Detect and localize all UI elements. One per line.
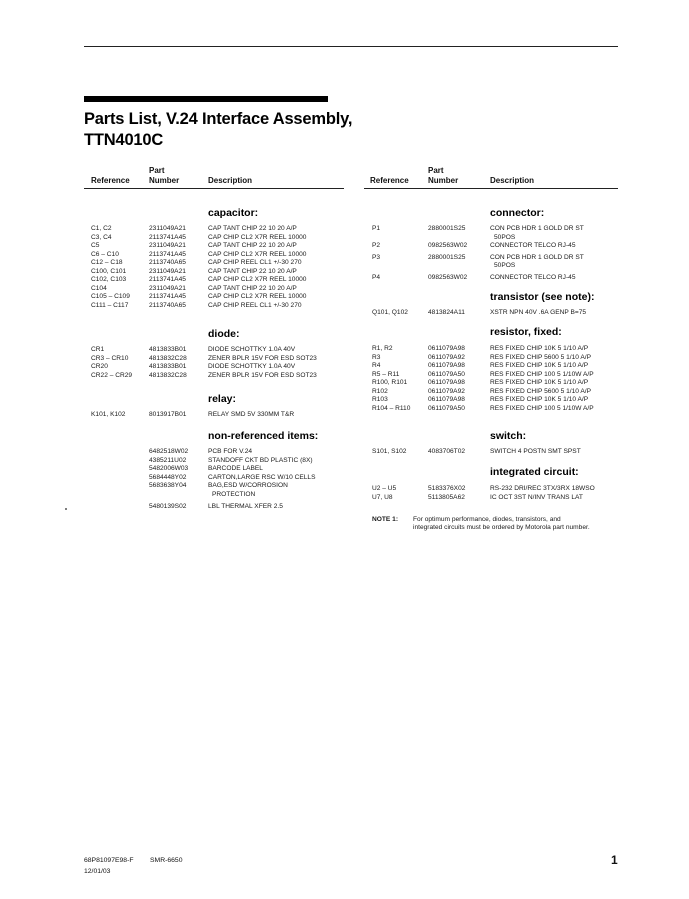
description-cell: CARTON,LARGE RSC W/10 CELLS: [208, 473, 316, 481]
part-number-cell: 2311049A21: [149, 284, 186, 292]
ref-cell: R1, R2: [372, 345, 393, 352]
ref-cell: P4: [372, 273, 381, 281]
description-cell: CAP CHIP REEL CL1 +/-30 270: [208, 259, 302, 266]
description-cell: CAP TANT CHIP 22 10 20 A/P: [208, 225, 297, 232]
ref-cell: R102: [372, 387, 388, 395]
part-number-cell: 5482006W03: [149, 465, 189, 472]
description-cell: PROTECTION: [212, 490, 256, 498]
description-cell: CAP TANT CHIP 22 10 20 A/P: [208, 242, 297, 249]
part-number-cell: 0611079A98: [428, 345, 465, 352]
section-title-capacitor: capacitor:: [208, 207, 259, 219]
description-cell: RES FIXED CHIP 10K 5 1/10 A/P: [490, 379, 589, 386]
ref-cell: CR3 – CR10: [91, 354, 129, 362]
ref-cell: Q101, Q102: [372, 309, 408, 316]
left-header-reference: Reference: [91, 176, 130, 185]
description-cell: RES FIXED CHIP 10K 5 1/10 A/P: [490, 362, 589, 369]
description-cell: ZENER BPLR 15V FOR ESD SOT23: [208, 354, 317, 362]
part-number-cell: 6482518W02: [149, 448, 189, 455]
section-title-transistor: transistor (see note):: [490, 291, 595, 303]
footer-smr: SMR-6650: [150, 857, 183, 864]
page-number: 1: [611, 853, 618, 867]
footer-date: 12/01/03: [84, 868, 111, 875]
section-title-integrated-circuit: integrated circuit:: [490, 466, 579, 478]
ref-cell: P2: [372, 242, 381, 249]
description-cell: RES FIXED CHIP 100 5 1/10W A/P: [490, 404, 594, 412]
description-cell: CON PCB HDR 1 GOLD DR ST: [490, 253, 584, 261]
ref-cell: R3: [372, 353, 381, 361]
ref-cell: C6 – C10: [91, 250, 119, 258]
part-number-cell: 4813824A11: [428, 309, 465, 316]
ref-cell: CR1: [91, 346, 105, 353]
part-number-cell: 2113741A45: [149, 233, 186, 241]
right-header-description: Description: [490, 176, 535, 185]
ref-cell: C5: [91, 242, 100, 249]
right-header-part: Part: [428, 166, 444, 175]
part-number-cell: 4813832C28: [149, 354, 187, 362]
description-cell: CAP CHIP CL2 X7R REEL 10000: [208, 233, 307, 241]
description-cell: CAP CHIP REEL CL1 +/-30 270: [208, 301, 302, 309]
ref-cell: R5 – R11: [372, 370, 400, 378]
ref-cell: CR20: [91, 363, 108, 370]
part-number-cell: 4813832C28: [149, 371, 187, 379]
part-number-cell: 2880001S25: [428, 225, 466, 232]
title-bar: [84, 96, 328, 102]
ref-cell: C102, C103: [91, 276, 127, 283]
part-number-cell: 0982563W02: [428, 242, 468, 249]
page-subtitle: TTN4010C: [84, 131, 164, 149]
part-number-cell: 0982563W02: [428, 273, 468, 281]
description-cell: RES FIXED CHIP 10K 5 1/10 A/P: [490, 345, 589, 352]
part-number-cell: 0611079A50: [428, 370, 465, 378]
part-number-cell: 2311049A21: [149, 242, 186, 249]
top-rule: [84, 46, 618, 47]
part-number-cell: 2113741A45: [149, 293, 186, 300]
description-cell: CAP CHIP CL2 X7R REEL 10000: [208, 293, 307, 300]
description-cell: CONNECTOR TELCO RJ-45: [490, 242, 576, 249]
description-cell: CAP TANT CHIP 22 10 20 A/P: [208, 284, 297, 292]
ref-cell: R103: [372, 396, 388, 403]
part-number-cell: 0611079A98: [428, 362, 465, 369]
part-number-cell: 0611079A92: [428, 387, 465, 395]
description-cell: DIODE SCHOTTKY 1.0A 40V: [208, 363, 296, 370]
description-cell: RES FIXED CHIP 100 5 1/10W A/P: [490, 370, 594, 378]
part-number-cell: 2113740A65: [149, 301, 186, 309]
section-title-diode: diode:: [208, 328, 240, 340]
ref-cell: C100, C101: [91, 267, 127, 275]
left-header-description: Description: [208, 176, 253, 185]
ref-cell: C105 – C109: [91, 293, 130, 300]
part-number-cell: 0611079A98: [428, 379, 465, 386]
description-cell: DIODE SCHOTTKY 1.0A 40V: [208, 346, 296, 353]
ref-cell: S101, S102: [372, 448, 407, 455]
ref-cell: R4: [372, 362, 381, 369]
note-text-line1: For optimum performance, diodes, transistors, and: [413, 516, 561, 523]
left-header-part: Part: [149, 166, 165, 175]
ref-cell: C111 – C117: [91, 301, 129, 309]
right-header-number: Number: [428, 176, 459, 185]
ref-cell: C104: [91, 284, 107, 292]
description-cell: LBL THERMAL XFER 2.5: [208, 503, 283, 510]
ref-cell: C3, C4: [91, 233, 112, 241]
description-cell: IC OCT 3ST N/INV TRANS LAT: [490, 493, 583, 501]
part-number-cell: 2311049A21: [149, 267, 186, 275]
ref-cell: C12 – C18: [91, 259, 123, 266]
part-number-cell: 5683638Y04: [149, 482, 187, 489]
description-cell: XSTR NPN 40V .6A GENP B=75: [490, 309, 587, 316]
ref-cell: R104 – R110: [372, 404, 411, 412]
ref-cell: C1, C2: [91, 225, 112, 232]
description-cell: CAP CHIP CL2 X7R REEL 10000: [208, 250, 307, 258]
section-title-resistor-fixed: resistor, fixed:: [490, 326, 562, 338]
part-number-cell: 5480139S02: [149, 503, 187, 510]
ref-cell: R100, R101: [372, 379, 408, 386]
ref-cell: U7, U8: [372, 493, 393, 501]
description-cell: CAP CHIP CL2 X7R REEL 10000: [208, 276, 307, 283]
left-header-rule: [84, 188, 344, 189]
part-number-cell: 4083706T02: [428, 448, 466, 455]
part-number-cell: 2113741A45: [149, 250, 186, 258]
description-cell: RS-232 DRI/REC 3TX/3RX 18WSO: [490, 485, 595, 492]
description-cell: RES FIXED CHIP 10K 5 1/10 A/P: [490, 396, 589, 403]
description-cell: CON PCB HDR 1 GOLD DR ST: [490, 225, 584, 232]
part-number-cell: 5183376X02: [428, 485, 466, 492]
section-title-connector: connector:: [490, 207, 545, 219]
section-title-switch: switch:: [490, 430, 527, 442]
part-number-cell: 5113805A62: [428, 493, 465, 501]
description-cell: ZENER BPLR 15V FOR ESD SOT23: [208, 371, 317, 379]
description-cell: STANDOFF CKT BD PLASTIC (8X): [208, 456, 313, 464]
description-cell: BAG,ESD W/CORROSION: [208, 482, 288, 489]
description-cell: BARCODE LABEL: [208, 465, 263, 472]
note-text-line2: integrated circuits must be ordered by Motorola part number.: [413, 524, 590, 531]
description-cell: CONNECTOR TELCO RJ-45: [490, 273, 576, 281]
description-cell: RES FIXED CHIP 5600 5 1/10 A/P: [490, 353, 592, 361]
section-title-non-referenced-items: non-referenced items:: [208, 430, 319, 442]
speck: [65, 508, 67, 510]
part-number-cell: 2311049A21: [149, 225, 186, 232]
ref-cell: U2 – U5: [372, 485, 397, 492]
ref-cell: CR22 – CR29: [91, 371, 133, 379]
ref-cell: K101, K102: [91, 411, 126, 418]
page-title: Parts List, V.24 Interface Assembly,: [84, 110, 353, 128]
description-cell: CAP TANT CHIP 22 10 20 A/P: [208, 267, 297, 275]
description-cell: 50POS: [494, 233, 516, 241]
part-number-cell: 0611079A98: [428, 396, 465, 403]
description-cell: SWITCH 4 POSTN SMT SPST: [490, 448, 581, 455]
right-header-reference: Reference: [370, 176, 409, 185]
part-number-cell: 4813833B01: [149, 346, 187, 353]
part-number-cell: 2113740A65: [149, 259, 186, 266]
part-number-cell: 8013917B01: [149, 411, 187, 418]
note-label: NOTE 1:: [372, 516, 399, 523]
description-cell: PCB FOR V.24: [208, 448, 253, 455]
part-number-cell: 2113741A45: [149, 276, 186, 283]
part-number-cell: 0611079A92: [428, 353, 465, 361]
part-number-cell: 4813833B01: [149, 363, 187, 370]
footer-doc-number: 68P81097E98-F: [84, 857, 134, 864]
part-number-cell: 5684448Y02: [149, 473, 187, 481]
ref-cell: P3: [372, 253, 381, 261]
description-cell: RELAY SMD 5V 330MM T&R: [208, 411, 295, 418]
right-header-rule: [364, 188, 618, 189]
description-cell: 50POS: [494, 262, 516, 269]
section-title-relay: relay:: [208, 393, 237, 405]
part-number-cell: 0611079A50: [428, 404, 465, 412]
part-number-cell: 2880001S25: [428, 253, 466, 261]
left-header-number: Number: [149, 176, 180, 185]
ref-cell: P1: [372, 225, 381, 232]
description-cell: RES FIXED CHIP 5600 5 1/10 A/P: [490, 387, 592, 395]
part-number-cell: 4385211U02: [149, 456, 187, 464]
